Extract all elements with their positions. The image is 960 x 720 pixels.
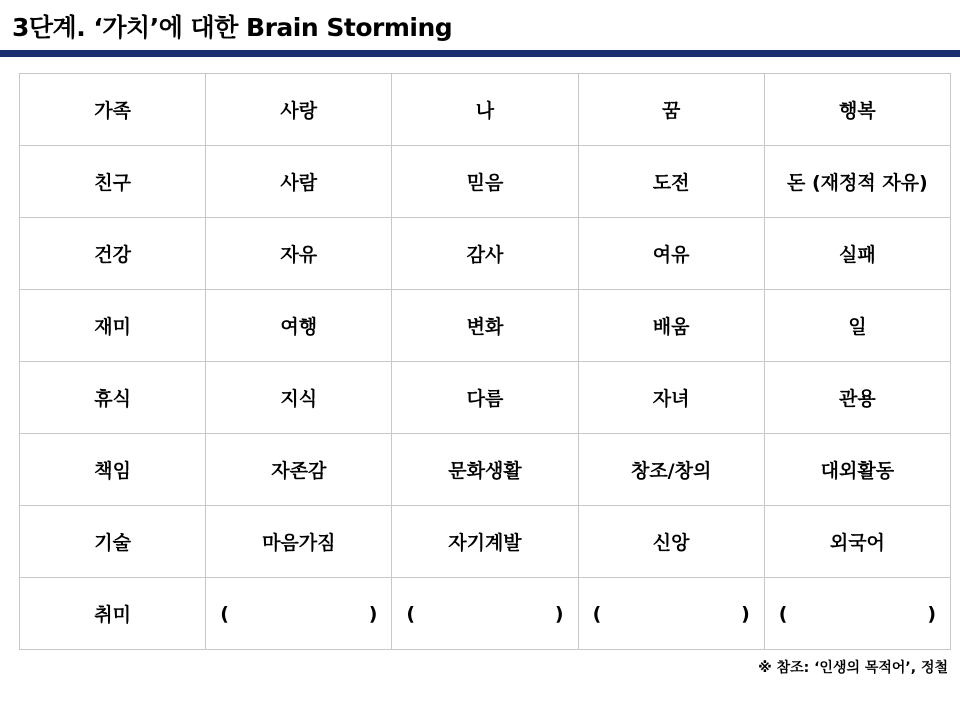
close-paren: ) xyxy=(554,602,564,625)
table-cell: 재미 xyxy=(20,290,206,362)
close-paren: ) xyxy=(741,602,750,625)
table-cell: 휴식 xyxy=(20,362,206,434)
table-cell: 배움 xyxy=(578,290,764,362)
values-table xyxy=(19,73,951,650)
table-cell: 관용 xyxy=(764,362,950,434)
table-cell: 자기계발 xyxy=(392,506,578,578)
open-paren: ( xyxy=(220,602,229,625)
table-cell: 신앙 xyxy=(578,506,764,578)
table-cell: 실패 xyxy=(764,218,950,290)
table-cell: 취미 xyxy=(20,578,206,650)
table-cell: 건강 xyxy=(20,218,206,290)
table-cell: 꿈 xyxy=(578,74,764,146)
blank-entry-cell[interactable] xyxy=(764,578,950,650)
table-cell: 일 xyxy=(764,290,950,362)
close-paren: ) xyxy=(368,602,378,625)
table-row xyxy=(20,290,951,362)
page-title: 3단계. ‘가치’에 대한 Brain Storming xyxy=(12,13,453,42)
table-cell: 도전 xyxy=(578,146,764,218)
title-underline xyxy=(0,50,960,57)
blank-entry-cell[interactable] xyxy=(578,578,764,650)
table-cell: 외국어 xyxy=(764,506,950,578)
table-cell: 믿음 xyxy=(392,146,578,218)
table-cell: 감사 xyxy=(392,218,578,290)
table-cell: 책임 xyxy=(20,434,206,506)
table-cell: 행복 xyxy=(764,74,950,146)
open-paren: ( xyxy=(778,602,788,625)
table-cell: 가족 xyxy=(20,74,206,146)
table-row xyxy=(20,218,951,290)
table-cell: 자녀 xyxy=(578,362,764,434)
table-cell: 여행 xyxy=(206,290,392,362)
table-cell: 나 xyxy=(392,74,578,146)
table-row xyxy=(20,506,951,578)
table-row xyxy=(20,74,951,146)
table-row xyxy=(20,362,951,434)
table-cell: 자유 xyxy=(206,218,392,290)
table-cell: 기술 xyxy=(20,506,206,578)
table-cell: 문화생활 xyxy=(392,434,578,506)
table-cell: 사랑 xyxy=(206,74,392,146)
blank-entry-cell[interactable] xyxy=(206,578,392,650)
table-cell: 창조/창의 xyxy=(578,434,764,506)
table-cell: 지식 xyxy=(206,362,392,434)
table-row xyxy=(20,146,951,218)
open-paren: ( xyxy=(592,602,602,625)
open-paren: ( xyxy=(406,602,416,625)
blank-entry-cell[interactable] xyxy=(392,578,578,650)
table-cell: 여유 xyxy=(578,218,764,290)
table-cell: 친구 xyxy=(20,146,206,218)
table-cell: 돈 (재정적 자유) xyxy=(764,146,950,218)
table-cell: 변화 xyxy=(392,290,578,362)
table-cell: 자존감 xyxy=(206,434,392,506)
close-paren: ) xyxy=(927,602,936,625)
table-cell: 다름 xyxy=(392,362,578,434)
table-cell: 대외활동 xyxy=(764,434,950,506)
table-cell: 마음가짐 xyxy=(206,506,392,578)
table-row xyxy=(20,434,951,506)
table-row xyxy=(20,578,951,650)
table-cell: 사람 xyxy=(206,146,392,218)
reference-note: ※ 참조: ‘인생의 목적어’, 정철 xyxy=(758,660,948,676)
